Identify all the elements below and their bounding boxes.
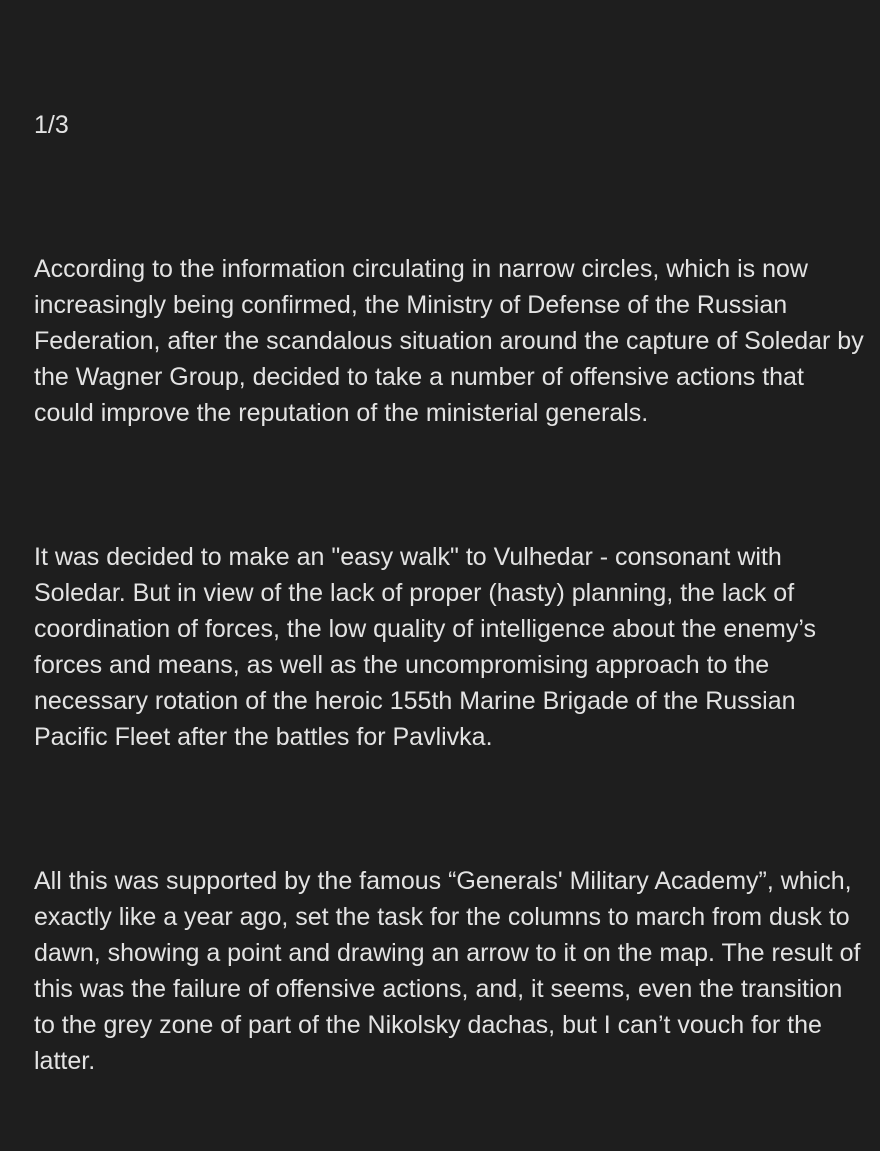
note-text-area[interactable] (34, 35, 869, 1151)
page-counter: 1/3 (34, 111, 69, 139)
paragraph-1: According to the information circulating in narrow circles, which is now increasingly being confirmed, the Ministry of Defense of the Russian Federation, after the scandalous situation around the capture of Soledar by the Wagner Group, decided to take a number of offensive actions that could improve the reputation of the ministerial generals. (34, 255, 871, 427)
paragraph-2: It was decided to make an "easy walk" to Vulhedar - consonant with Soledar. But in view of the lack of proper (hasty) planning, the lack of coordination of forces, the low quality of intelligence about the enemy’s forces and means, as well as the uncompromising approach to the necessary rotation of the heroic 155th Marine Brigade of the Russian Pacific Fleet after the battles for Pavlivka. (34, 543, 823, 751)
paragraph-3: All this was supported by the famous “Generals' Military Academy”, which, exactly like a year ago, set the task for the columns to march from dusk to dawn, showing a point and drawing an arrow to it on the map. The result of this was the failure of offensive actions, and, it seems, even the transition to the grey zone of part of the Nikolsky dachas, but I can’t vouch for the latter. (34, 867, 868, 1075)
